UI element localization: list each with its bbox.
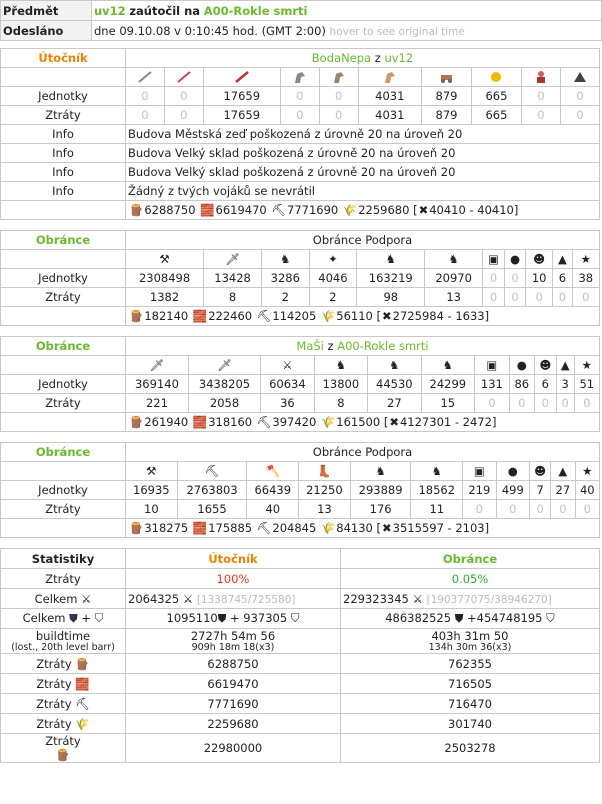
iron-icon: ⛏ — [75, 696, 90, 711]
horse-gray-icon — [280, 68, 319, 87]
crop-icon: 🌾 — [320, 521, 336, 536]
catapult-icon: ● — [509, 356, 534, 375]
def2-units-row: Jednotky 369140 3438205 60634 13800 44530 24299 131 86 6 3 51 — [1, 375, 600, 394]
bounty-icon: ✖ — [382, 309, 392, 324]
ram-icon: ▣ — [483, 250, 505, 269]
def2-losses-row: Ztráty 221 2058 36 8 27 15 0 0 0 0 0 — [1, 394, 600, 413]
shield-icon: ⛊ — [454, 611, 464, 625]
horse-gray-icon: ♞ — [261, 250, 309, 269]
settler-icon: ▲ — [556, 356, 574, 375]
sword-icon: 🗡 — [204, 250, 262, 269]
crop-icon: 🌾 — [342, 203, 358, 218]
swords-icon: ⚔ — [81, 591, 92, 606]
attacker-losses-row: Ztráty 0 0 17659 0 0 4031 879 665 0 0 — [1, 106, 600, 125]
defender-support-table-1: Obránce Obránce Podpora ⚒ 🗡 ♞ ✦ ♞ ♞ ▣ ● ☻ ▲ ★ Jednotky 2308498 13428 3286 4046 163219 20970 0 0 10 6 38 Ztráty 1382 8 2 2 98 13 0 0 0 0 0 🪵182140 🧱222460 ⛏114205 🌾56110 [✖2725984 - 1633] — [0, 230, 600, 326]
defender-unit-icons — [1, 356, 600, 375]
sword-red-icon: 🗡 — [188, 356, 260, 375]
swords-icon: ⚔ — [412, 591, 423, 606]
axe-red-icon: ⚔ — [261, 356, 314, 375]
info-row: Info Budova Velký sklad poškozená z úrovně 20 na úroveň 20 — [1, 163, 600, 182]
attacker-table — [0, 48, 600, 220]
bounty-icon: ✖ — [389, 415, 399, 430]
iron-icon: ⛏ — [256, 309, 272, 324]
chief-icon: ☻ — [534, 356, 556, 375]
shield-icon: ⛊ — [69, 611, 78, 625]
shield-blue-icon: ⛉ — [546, 611, 555, 625]
pickaxe-icon: ⛏ — [177, 462, 247, 481]
def1-totals-row: 🪵182140 🧱222460 ⛏114205 🌾56110 [✖2725984 - 1633] — [1, 307, 600, 326]
axe-icon: 🪓 — [247, 462, 299, 481]
defender-unit-icons — [1, 462, 600, 481]
chief-icon — [521, 68, 560, 87]
report-header — [0, 0, 602, 41]
boot-icon: 👢 — [299, 462, 351, 481]
wood-icon: 🪵 — [129, 521, 144, 536]
def3-losses-row: Ztráty 10 1655 40 13 176 11 0 0 0 0 0 — [1, 500, 600, 519]
def1-units-row: Jednotky 2308498 13428 3286 4046 163219 20970 0 0 10 6 38 — [1, 269, 600, 288]
bounty-icon: ✖ — [382, 521, 392, 536]
attacker-player-link[interactable]: uv12 — [384, 51, 414, 65]
attacker-role: Útočník — [1, 49, 126, 68]
statistics-table: Statistiky Útočník Obránce Ztráty 100% 0.05% Celkem ⚔ 2064325 ⚔ [1338745/725580] 229323345 ⚔ [190377075/38946270] Celkem ⛊ + ⛉ 1095110⛊ + 937305 ⛉ 486382525 ⛊ +454748195 ⛉ buildtime (lost., 20th level barr) 2727h 54m 56 909h 18m 18(x3) 403h 31m 50 134h 30m 36(x3) Ztráty 🪵 6288750 762355 Ztráty 🧱 6619470 716505 Ztráty ⛏ 7771690 716470 Ztráty 🌾 2259680 301740 Ztráty 🪵 22980000 2503278 — [0, 548, 600, 763]
time-hint[interactable]: hover to see original time — [329, 25, 465, 38]
hero-icon: ★ — [575, 462, 599, 481]
clay-icon: 🧱 — [192, 415, 208, 430]
sword-icon — [126, 68, 165, 87]
chief-icon: ☻ — [526, 250, 553, 269]
resources-icon: 🪵 — [55, 748, 71, 762]
attacker-title: BodaNepa z uv12 — [126, 49, 600, 68]
subject-label: Předmět — [1, 1, 92, 21]
info-row: Info Budova Městská zeď poškozená z úrovně 20 na úroveň 20 — [1, 125, 600, 144]
sent-label: Odesláno — [1, 21, 92, 41]
info-row: Info Budova Velký sklad poškozená z úrovně 20 na úroveň 20 — [1, 144, 600, 163]
settler-icon — [560, 68, 599, 87]
defender-unit-icons — [1, 250, 600, 269]
subject-action: zaútočil na — [129, 3, 201, 18]
chief-icon: ☻ — [530, 462, 551, 481]
def3-units-row: Jednotky 16935 2763803 66439 21250 293889 18562 219 499 7 27 40 — [1, 481, 600, 500]
wood-icon: 🪵 — [129, 203, 144, 218]
def2-totals-row: 🪵261940 🧱318160 ⛏397420 🌾161500 [✖4127301 - 2472] — [1, 413, 600, 432]
horse-gray-icon: ♞ — [425, 250, 483, 269]
ram-icon: ▣ — [475, 356, 510, 375]
attacker-totals-row: 🪵6288750 🧱6619470 ⛏7771690 🌾2259680 [✖40410 - 40410] — [1, 201, 600, 220]
sword-icon: 🗡 — [126, 356, 189, 375]
info-row: Info Žádný z tvých vojáků se nevrátil — [1, 182, 600, 201]
subject-value — [92, 1, 602, 21]
shield-blue-icon: ⛉ — [290, 611, 300, 625]
horse-tan-icon — [358, 68, 422, 87]
crop-icon: 🌾 — [75, 716, 90, 731]
mace-icon: ⚒ — [126, 462, 178, 481]
rock-icon: ● — [505, 250, 526, 269]
defender-support-table-2: Obránce Obránce Podpora ⚒ ⛏ 🪓 👢 ♞ ♞ ▣ ● ☻ ▲ ★ Jednotky 16935 2763803 66439 21250 293889 18562 219 499 7 27 40 Ztráty 10 1655 40 13 176 11 0 0 0 0 0 🪵318275 🧱175885 ⛏204845 🌾84130 [✖3515597 - 2103] — [0, 442, 600, 538]
settler-icon: ▲ — [553, 250, 572, 269]
clay-icon: 🧱 — [192, 521, 208, 536]
swords-icon: ⚔ — [182, 591, 194, 606]
horse-gray-icon: ♞ — [314, 356, 367, 375]
horse-brown-icon: ♞ — [368, 356, 421, 375]
bounty-icon: ✖ — [418, 203, 429, 218]
clay-icon: 🧱 — [192, 309, 208, 324]
attacker-link[interactable]: uv12 — [94, 3, 126, 18]
crop-icon: 🌾 — [320, 415, 336, 430]
attacker-unit-icons — [1, 68, 600, 87]
ram-icon — [422, 68, 472, 87]
horse-gray-icon: ♞ — [357, 250, 425, 269]
wood-icon: 🪵 — [75, 656, 90, 671]
iron-icon: ⛏ — [256, 415, 272, 430]
clay-icon: 🧱 — [200, 203, 215, 218]
def3-totals-row: 🪵318275 🧱175885 ⛏204845 🌾84130 [✖3515597 - 2103] — [1, 519, 600, 538]
horse-tan-icon: ♞ — [350, 462, 411, 481]
clay-icon: 🧱 — [75, 676, 90, 691]
club-icon: ⚒ — [126, 250, 204, 269]
axe-red-icon — [203, 68, 280, 87]
settler-icon: ▲ — [551, 462, 575, 481]
target-link[interactable]: A00-Rokle smrti — [203, 3, 308, 18]
horse-tan-icon: ♞ — [421, 356, 474, 375]
def1-losses-row: Ztráty 1382 8 2 2 98 13 0 0 0 0 0 — [1, 288, 600, 307]
shield-blue-icon: ⛉ — [94, 611, 104, 625]
iron-icon: ⛏ — [271, 203, 287, 218]
shield-icon: ⛊ — [217, 611, 227, 625]
sent-value: dne 09.10.08 v 0:10:45 hod. (GMT 2:00) hover to see original time — [92, 21, 602, 41]
ram-icon: ▣ — [463, 462, 496, 481]
horse-brown-icon — [319, 68, 358, 87]
rock-icon: ● — [496, 462, 529, 481]
hero-icon: ★ — [574, 356, 599, 375]
sword-red-icon — [164, 68, 203, 87]
crop-icon: 🌾 — [320, 309, 336, 324]
iron-icon: ⛏ — [256, 521, 272, 536]
defender-table: Obránce MaŠi z A00-Rokle smrti 🗡 🗡 ⚔ ♞ ♞ ♞ ▣ ● ☻ ▲ ★ Jednotky 369140 3438205 60634 13800 44530 24299 131 86 6 3 51 Ztráty 221 2058 36 8 27 15 0 0 0 0 0 🪵261940 🧱318160 ⛏397420 🌾161500 [✖4127301 - 2472] — [0, 336, 600, 432]
wood-icon: 🪵 — [129, 309, 144, 324]
staff-icon: ✦ — [309, 250, 357, 269]
attacker-units-row: Jednotky 0 0 17659 0 0 4031 879 665 0 0 — [1, 87, 600, 106]
catapult-icon — [472, 68, 522, 87]
defender-player-link[interactable]: A00-Rokle smrti — [337, 339, 429, 353]
hero-icon: ★ — [572, 250, 599, 269]
wood-icon: 🪵 — [129, 415, 144, 430]
attacker-village-link[interactable]: BodaNepa — [311, 51, 372, 65]
horse-gray-icon: ♞ — [411, 462, 463, 481]
defender-village-link[interactable]: MaŠi — [296, 339, 324, 353]
